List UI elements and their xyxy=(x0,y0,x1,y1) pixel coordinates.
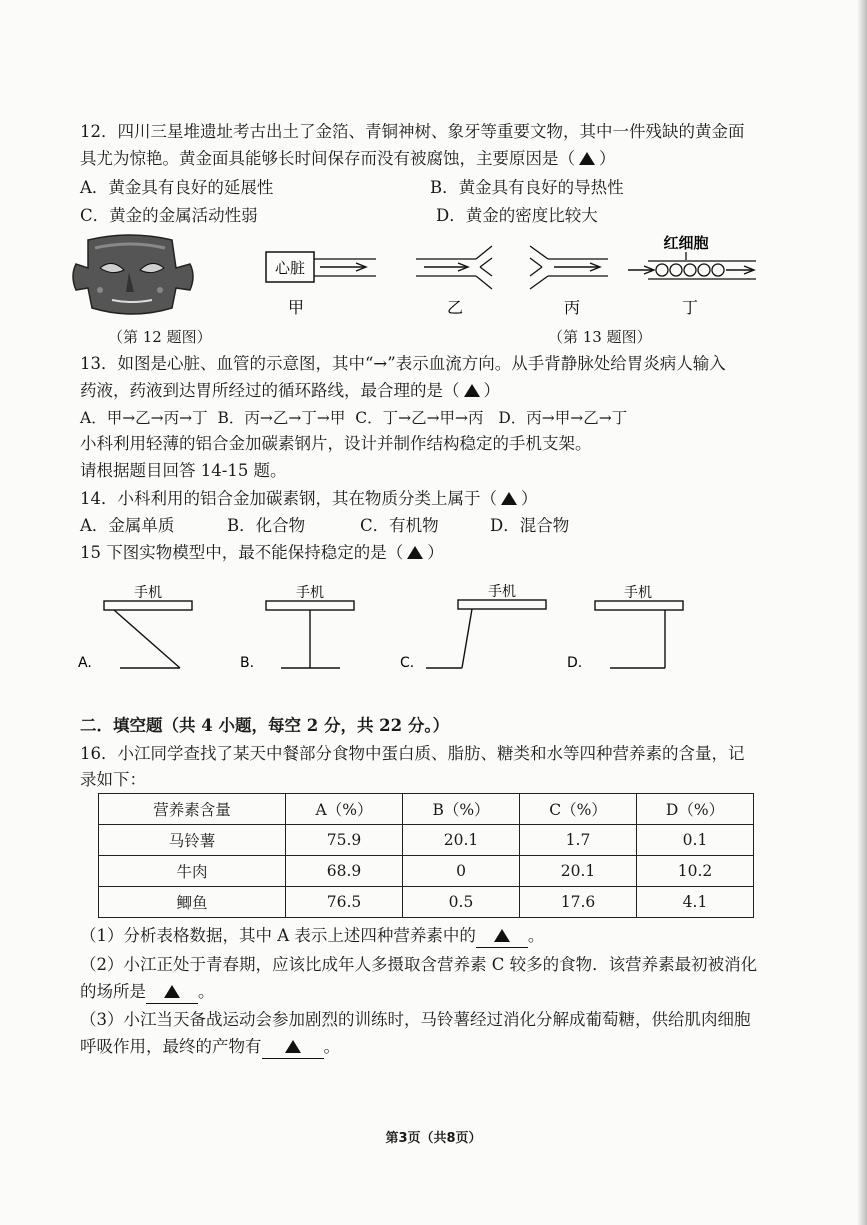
fig13-caption: （第 13 题图） xyxy=(548,328,652,346)
q16-sub3-line1: （3）小江当天备战运动会参加剧烈的训练时，马铃薯经过消化分解成葡萄糖，供给肌肉细胞 xyxy=(80,1010,751,1029)
diagram-ding xyxy=(628,234,756,317)
q16-sub2-line2 xyxy=(80,981,215,1004)
answer-triangle-icon xyxy=(164,985,180,998)
heart-label: 心脏 xyxy=(274,259,306,277)
q16-sub2-text: 的场所是 xyxy=(80,982,146,1001)
table-cell: 75.9 xyxy=(286,825,403,856)
q15-stem-end: ） xyxy=(427,543,444,562)
q12-line2-end: ） xyxy=(599,149,616,168)
q14-option-a: A．金属单质 xyxy=(80,516,175,535)
q16-sub3-text: 呼吸作用，最终的产物有 xyxy=(80,1037,262,1056)
table-cell: 76.5 xyxy=(286,887,403,918)
table-row xyxy=(99,887,754,918)
answer-triangle-icon xyxy=(285,1040,301,1053)
answer-triangle-icon xyxy=(407,546,423,559)
stand-label-a: A. xyxy=(78,655,92,671)
q16-sub1 xyxy=(80,925,544,948)
q12-option-d: D．黄金的密度比较大 xyxy=(436,206,598,225)
stand-a xyxy=(78,584,192,671)
intro-line2: 请根据题目回答 14-15 题。 xyxy=(80,461,287,480)
phone-label-a: 手机 xyxy=(134,585,162,601)
table-row xyxy=(99,856,754,887)
answer-triangle-icon xyxy=(464,384,480,397)
fig12-caption: （第 12 题图） xyxy=(108,328,212,346)
q14-option-d: D．混合物 xyxy=(490,516,570,535)
q13-options: A．甲→乙→丙→丁 B．丙→乙→丁→甲 C．丁→乙→甲→丙 D．丙→甲→乙→丁 xyxy=(80,409,628,427)
q15-stem xyxy=(80,542,444,564)
table-cell: 0 xyxy=(403,856,520,887)
table-header-cell: B（%） xyxy=(403,794,520,825)
table-header-cell: 营养素含量 xyxy=(99,794,286,825)
figure-15-stands xyxy=(0,575,867,680)
q13-line2-end: ） xyxy=(483,381,500,400)
page-footer: 第3页（共8页） xyxy=(385,1131,482,1146)
gold-mask-image xyxy=(73,235,193,314)
q13-line2 xyxy=(80,380,500,402)
diagram-jia xyxy=(266,252,376,317)
q13-line1: 13．如图是心脏、血管的示意图，其中“→”表示血流方向。从手背静脉处给胃炎病人输入 xyxy=(80,354,726,373)
label-bing: 丙 xyxy=(563,298,581,317)
q13-line2-text: 药液，药液到达胃所经过的循环路线，最合理的是（ xyxy=(80,381,460,400)
table-cell: 0.1 xyxy=(637,825,754,856)
phone-label-b: 手机 xyxy=(296,585,324,601)
q12-option-b: B．黄金具有良好的导热性 xyxy=(430,178,624,197)
q16-sub3-line2 xyxy=(80,1036,340,1059)
q16-sub1-end: 。 xyxy=(527,926,545,945)
table-cell: 1.7 xyxy=(520,825,637,856)
q16-sub1-text: （1）分析表格数据，其中 A 表示上述四种营养素中的 xyxy=(80,926,476,945)
table-cell: 20.1 xyxy=(520,856,637,887)
q14-stem xyxy=(80,488,538,510)
q15-stem-text: 15 下图实物模型中，最不能保持稳定的是（ xyxy=(80,543,404,562)
rbc-label: 红细胞 xyxy=(663,234,709,252)
table-header-cell: D（%） xyxy=(637,794,754,825)
intro-line1: 小科利用轻薄的铝合金加碳素钢片，设计并制作结构稳定的手机支架。 xyxy=(80,434,592,453)
phone-label-d: 手机 xyxy=(624,585,652,601)
table-cell: 牛肉 xyxy=(99,856,286,887)
table-cell: 17.6 xyxy=(520,887,637,918)
answer-triangle-icon xyxy=(579,152,595,165)
answer-blank xyxy=(262,1036,324,1059)
table-cell: 68.9 xyxy=(286,856,403,887)
q12-option-c: C．黄金的金属活动性弱 xyxy=(80,206,258,225)
q14-stem-end: ） xyxy=(521,489,538,508)
label-jia: 甲 xyxy=(287,298,305,317)
table-cell: 10.2 xyxy=(637,856,754,887)
answer-triangle-icon xyxy=(494,929,510,942)
stand-d xyxy=(567,584,683,671)
stand-label-b: B. xyxy=(240,655,255,671)
label-yi: 乙 xyxy=(446,298,464,317)
q16-line1: 16．小江同学查找了某天中餐部分食物中蛋白质、脂肪、糖类和水等四种营养素的含量，记 xyxy=(80,744,745,763)
table-cell: 20.1 xyxy=(403,825,520,856)
nutrient-table xyxy=(98,793,754,918)
table-cell: 马铃薯 xyxy=(99,825,286,856)
section2-title: 二．填空题（共 4 小题，每空 2 分，共 22 分。） xyxy=(80,716,450,735)
q12-line2-text: 具尤为惊艳。黄金面具能够长时间保存而没有被腐蚀，主要原因是（ xyxy=(80,149,575,168)
diagram-bing xyxy=(530,246,608,317)
q16-sub3-end: 。 xyxy=(323,1037,340,1056)
stand-label-c: C. xyxy=(400,655,415,671)
q16-sub2-end: 。 xyxy=(198,982,215,1001)
table-cell: 0.5 xyxy=(403,887,520,918)
stand-b xyxy=(240,584,354,671)
answer-blank xyxy=(146,981,198,1004)
table-cell: 4.1 xyxy=(637,887,754,918)
phone-label-c: 手机 xyxy=(488,584,516,600)
table-row xyxy=(99,825,754,856)
table-header-cell: A（%） xyxy=(286,794,403,825)
stand-label-d: D. xyxy=(567,655,583,671)
q16-line2: 录如下： xyxy=(80,770,146,789)
answer-blank xyxy=(476,925,528,948)
q14-option-c: C．有机物 xyxy=(360,516,439,535)
table-cell: 鲫鱼 xyxy=(99,887,286,918)
diagram-yi xyxy=(416,246,492,317)
q14-option-b: B．化合物 xyxy=(227,516,306,535)
answer-triangle-icon xyxy=(501,492,517,505)
q12-option-a: A．黄金具有良好的延展性 xyxy=(80,178,274,197)
table-header-cell: C（%） xyxy=(520,794,637,825)
table-header-row xyxy=(99,794,754,825)
q12-line1: 12．四川三星堆遗址考古出土了金箔、青铜神树、象牙等重要文物，其中一件残缺的黄金面 xyxy=(80,122,745,141)
label-ding: 丁 xyxy=(681,298,699,317)
q12-line2 xyxy=(80,148,616,170)
q16-sub2-line1: （2）小江正处于青春期，应该比成年人多摄取含营养素 C 较多的食物．该营养素最初被消化 xyxy=(80,955,758,974)
q14-stem-text: 14．小科利用的铝合金加碳素钢，其在物质分类上属于（ xyxy=(80,489,497,508)
stand-c xyxy=(400,583,546,671)
